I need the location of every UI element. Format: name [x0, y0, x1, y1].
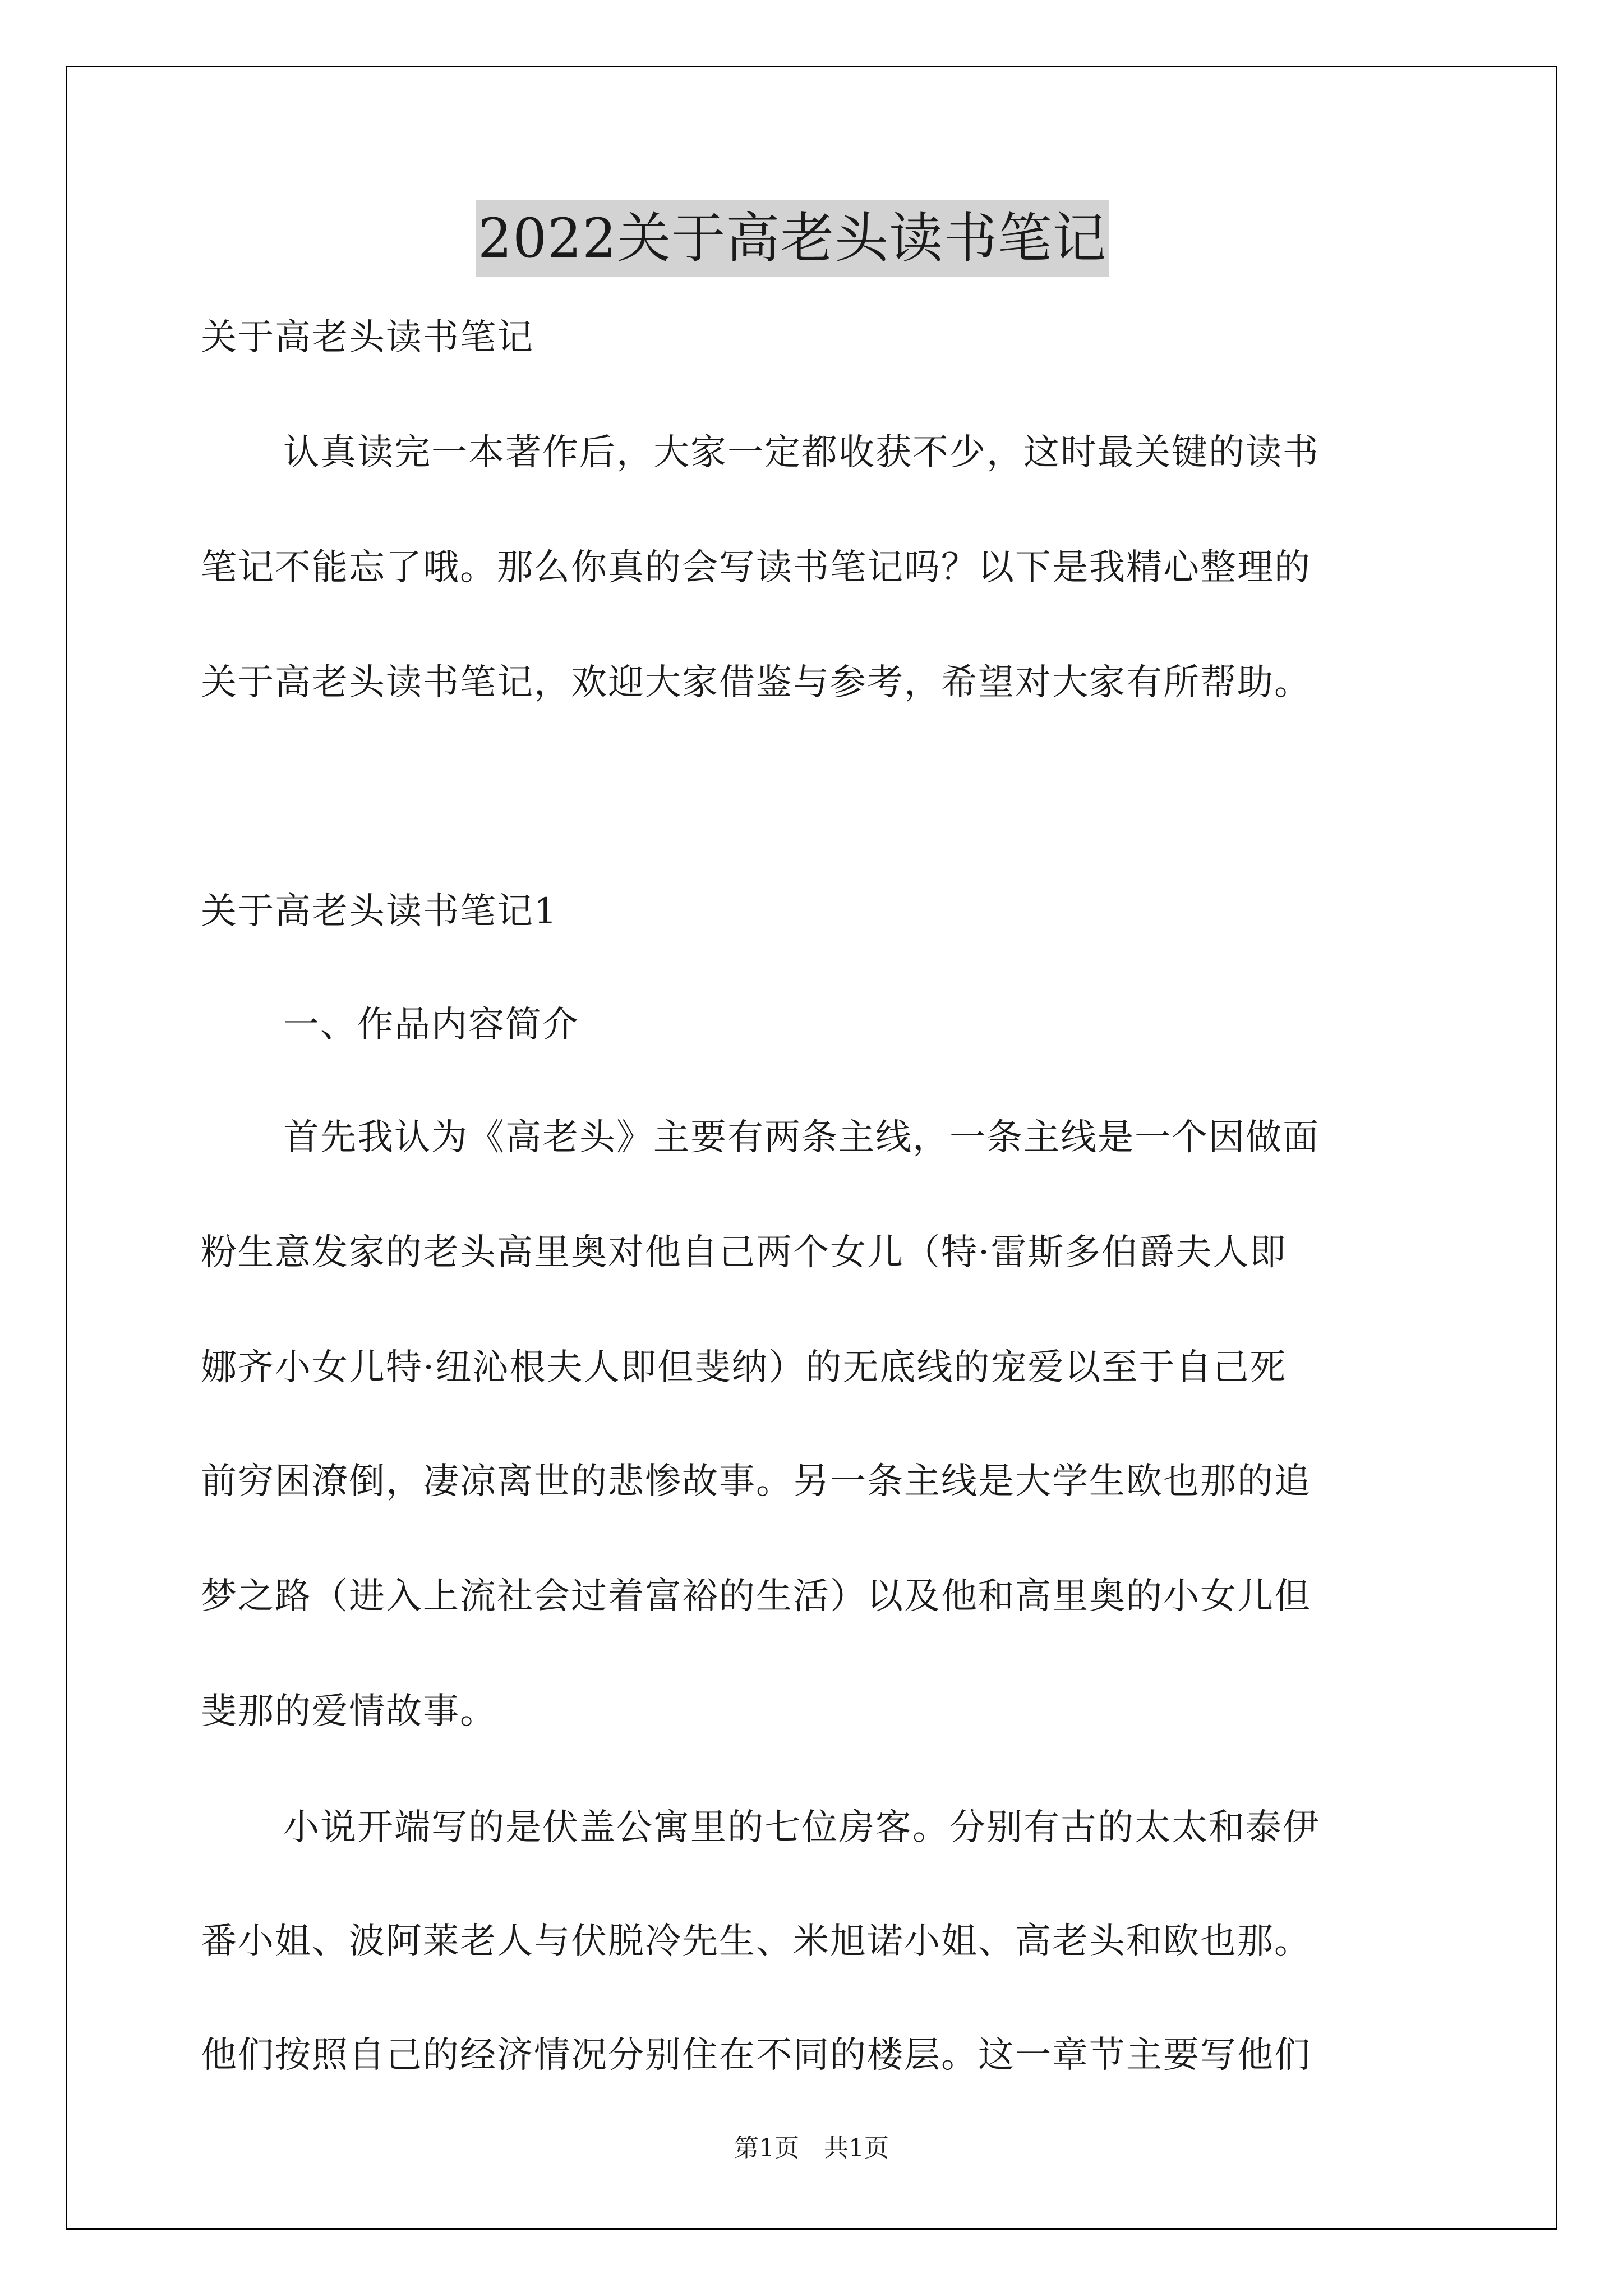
- paragraph2-line-1: 小说开端写的是伏盖公寓里的七位房客。分别有古的太太和泰伊: [283, 1807, 1320, 1848]
- section-heading: 关于高老头读书笔记1: [201, 891, 558, 932]
- paragraph1-line-1: 首先我认为《高老头》主要有两条主线，一条主线是一个因做面: [283, 1117, 1320, 1158]
- intro-line-1: 认真读完一本著作后，大家一定都收获不少，这时最关键的读书: [283, 432, 1320, 473]
- intro-line-3: 关于高老头读书笔记，欢迎大家借鉴与参考，希望对大家有所帮助。: [201, 662, 1311, 703]
- paragraph1-line-2: 粉生意发家的老头高里奥对他自己两个女儿（特·雷斯多伯爵夫人即: [201, 1232, 1287, 1273]
- subtitle: 关于高老头读书笔记: [201, 317, 534, 358]
- subsection-heading: 一、作品内容简介: [283, 1004, 579, 1046]
- paragraph2-line-2: 番小姐、波阿莱老人与伏脱冷先生、米旭诺小姐、高老头和欧也那。: [201, 1921, 1311, 1962]
- paragraph1-line-3: 娜齐小女儿特·纽沁根夫人即但斐纳）的无底线的宠爱以至于自己死: [201, 1347, 1287, 1388]
- intro-line-2: 笔记不能忘了哦。那么你真的会写读书笔记吗？以下是我精心整理的: [201, 547, 1311, 588]
- paragraph1-line-6: 斐那的爱情故事。: [201, 1691, 497, 1732]
- document-title: 2022关于高老头读书笔记: [476, 200, 1109, 277]
- paragraph1-line-5: 梦之路（进入上流社会过着富裕的生活）以及他和高里奥的小女儿但: [201, 1576, 1311, 1617]
- paragraph2-line-3: 他们按照自己的经济情况分别住在不同的楼层。这一章节主要写他们: [201, 2035, 1311, 2076]
- page-number: 第1页 共1页: [734, 2134, 889, 2162]
- paragraph1-line-4: 前穷困潦倒，凄凉离世的悲惨故事。另一条主线是大学生欧也那的追: [201, 1461, 1311, 1502]
